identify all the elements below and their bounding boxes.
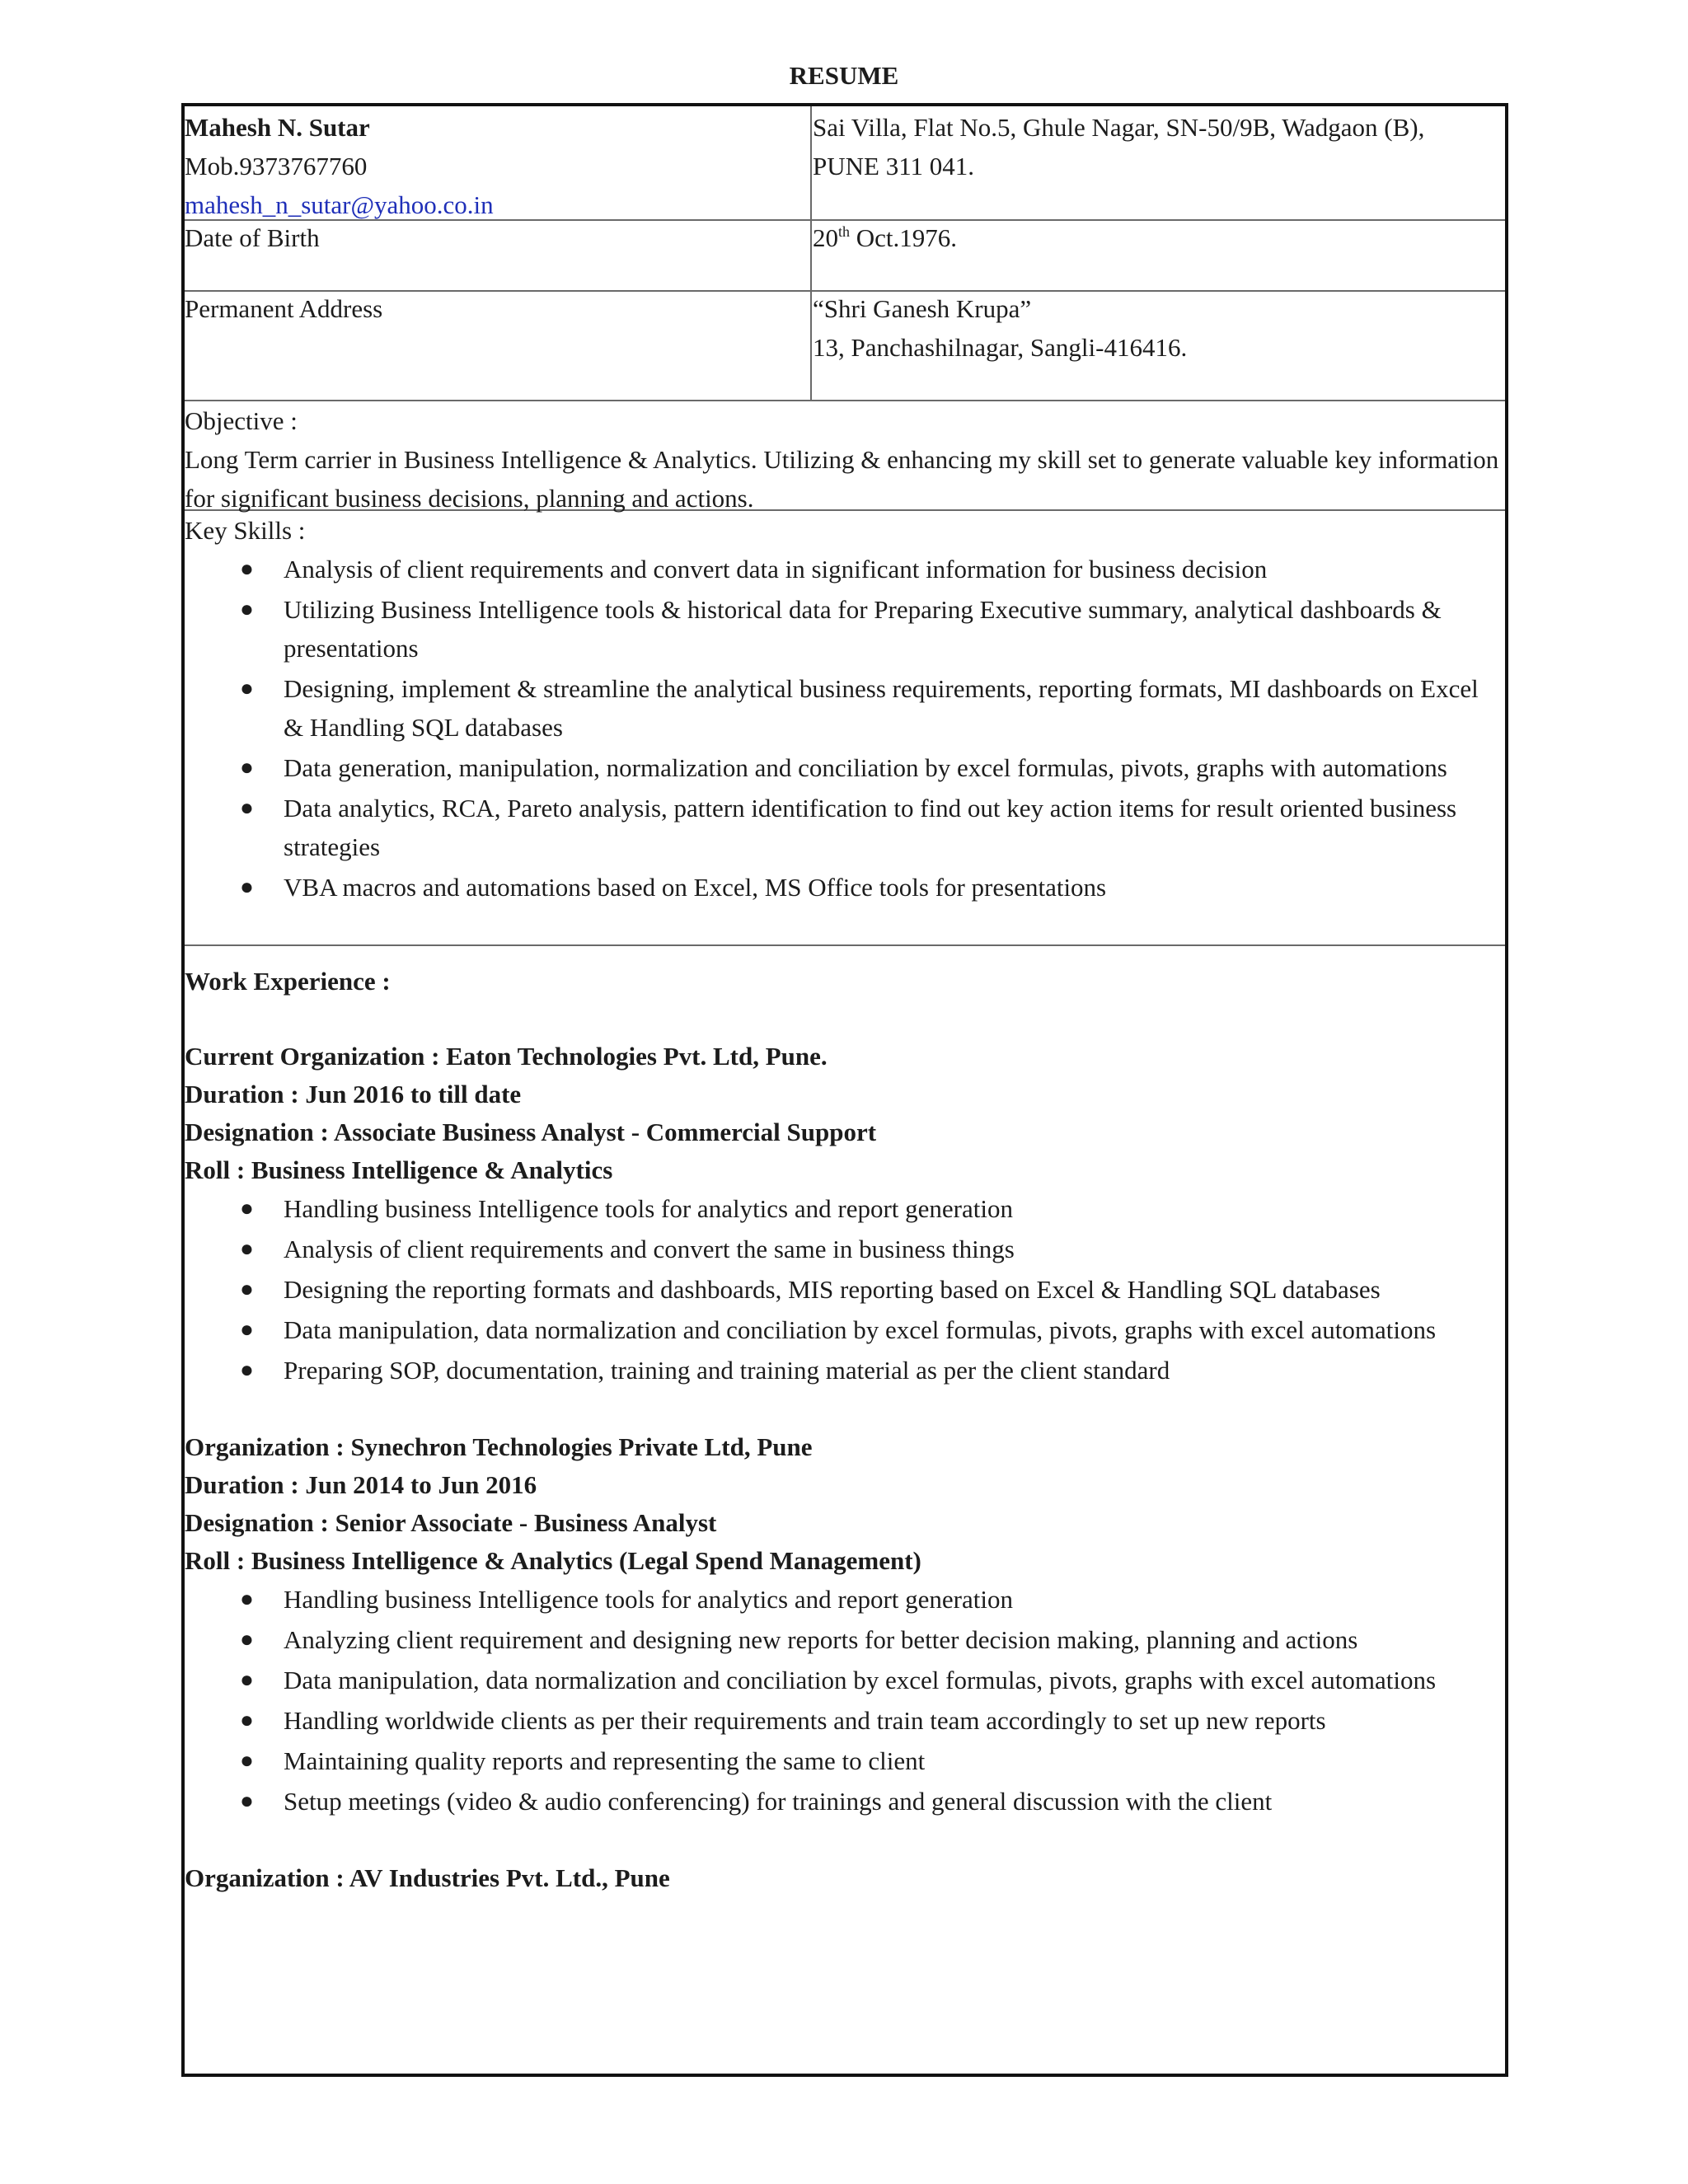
contact-left bbox=[185, 108, 807, 224]
bullet-icon: ● bbox=[240, 1236, 254, 1262]
job-roll: Roll : Business Intelligence & Analytics (Legal Spend Management) bbox=[185, 1546, 921, 1575]
permanent-address-label: Permanent Address bbox=[185, 294, 383, 323]
job-eaton bbox=[185, 1038, 1505, 1390]
permanent-address-line-1: “Shri Ganesh Krupa” bbox=[813, 294, 1032, 323]
list-item: ● Utilizing Business Intelligence tools & historical data for Preparing Executive summary, analytical dashboards & presentations bbox=[185, 590, 1503, 668]
job-synechron bbox=[185, 1428, 1505, 1821]
key-skills-label: Key Skills : bbox=[185, 516, 306, 545]
job-duration: Duration : Jun 2016 to till date bbox=[185, 1080, 522, 1108]
job-designation: Designation : Associate Business Analyst - Commercial Support bbox=[185, 1118, 877, 1146]
list-item: ● Data manipulation, data normalization and conciliation by excel formulas, pivots, graphs with excel automations bbox=[185, 1310, 1503, 1349]
key-skills-list bbox=[185, 550, 1505, 907]
bullet-icon: ● bbox=[240, 1627, 254, 1652]
bullet-icon: ● bbox=[240, 1317, 254, 1343]
bullet-icon: ● bbox=[240, 1788, 254, 1814]
dob-label: Date of Birth bbox=[185, 223, 320, 252]
page-title: RESUME bbox=[789, 61, 899, 90]
permanent-address-row bbox=[185, 292, 1505, 401]
contact-header bbox=[185, 106, 1505, 221]
address-line-2: PUNE 311 041. bbox=[813, 152, 975, 180]
list-item: ● VBA macros and automations based on Excel, MS Office tools for presentations bbox=[185, 868, 1503, 907]
dob-value: 20th Oct.1976. bbox=[813, 223, 958, 252]
job-roll: Roll : Business Intelligence & Analytics bbox=[185, 1155, 613, 1184]
job-duties-list bbox=[185, 1189, 1505, 1390]
bullet-icon: ● bbox=[240, 597, 254, 622]
list-item: ● Maintaining quality reports and representing the same to client bbox=[185, 1741, 1503, 1780]
work-experience-label: Work Experience : bbox=[185, 967, 391, 996]
mobile-number: Mob.9373767760 bbox=[185, 152, 368, 180]
job-duties-list bbox=[185, 1580, 1505, 1821]
dob-row bbox=[185, 221, 1505, 292]
email-link[interactable]: mahesh_n_sutar@yahoo.co.in bbox=[185, 190, 494, 219]
key-skills-section bbox=[185, 511, 1505, 946]
objective-section bbox=[185, 401, 1505, 511]
list-item: ● Handling business Intelligence tools for analytics and report generation bbox=[185, 1189, 1503, 1228]
bullet-icon: ● bbox=[240, 1667, 254, 1693]
list-item: ● Analysis of client requirements and convert the same in business things bbox=[185, 1230, 1503, 1268]
bullet-icon: ● bbox=[240, 874, 254, 900]
job-organization: Organization : Synechron Technologies Private Ltd, Pune bbox=[185, 1432, 813, 1461]
job-designation: Designation : Senior Associate - Business Analyst bbox=[185, 1508, 717, 1537]
list-item: ● Designing, implement & streamline the analytical business requirements, reporting formats, MI dashboards on Excel & Handling SQL databases bbox=[185, 669, 1503, 747]
address-line-1: Sai Villa, Flat No.5, Ghule Nagar, SN-50/9B, Wadgaon (B), bbox=[813, 113, 1425, 142]
list-item: ● Analyzing client requirement and designing new reports for better decision making, planning and actions bbox=[185, 1620, 1503, 1659]
list-item: ● Data generation, manipulation, normalization and conciliation by excel formulas, pivots, graphs with automations bbox=[185, 748, 1503, 787]
bullet-icon: ● bbox=[240, 795, 254, 821]
work-experience-section bbox=[185, 946, 1505, 1897]
job-organization: Organization : AV Industries Pvt. Ltd., Pune bbox=[185, 1863, 670, 1892]
job-duration: Duration : Jun 2014 to Jun 2016 bbox=[185, 1470, 537, 1499]
bullet-icon: ● bbox=[240, 1748, 254, 1774]
candidate-name: Mahesh N. Sutar bbox=[185, 113, 370, 142]
list-item: ● Handling worldwide clients as per their requirements and train team accordingly to set up new reports bbox=[185, 1701, 1503, 1740]
permanent-address-line-2: 13, Panchashilnagar, Sangli-416416. bbox=[813, 333, 1188, 362]
job-av-industries bbox=[185, 1859, 1505, 1897]
list-item: ● Data analytics, RCA, Pareto analysis, pattern identification to find out key action items for result oriented business strategies bbox=[185, 789, 1503, 866]
job-organization: Current Organization : Eaton Technologies Pvt. Ltd, Pune. bbox=[185, 1042, 828, 1071]
list-item: ● Analysis of client requirements and convert data in significant information for business decision bbox=[185, 550, 1503, 588]
bullet-icon: ● bbox=[240, 1277, 254, 1302]
list-item: ● Data manipulation, data normalization and conciliation by excel formulas, pivots, graphs with excel automations bbox=[185, 1661, 1503, 1699]
list-item: ● Handling business Intelligence tools for analytics and report generation bbox=[185, 1580, 1503, 1619]
objective-text: Long Term carrier in Business Intelligence & Analytics. Utilizing & enhancing my skill set to generate valuable key information for significant business decisions, planning and actions. bbox=[185, 445, 1499, 513]
bullet-icon: ● bbox=[240, 1708, 254, 1733]
bullet-icon: ● bbox=[240, 1357, 254, 1383]
bullet-icon: ● bbox=[240, 676, 254, 701]
bullet-icon: ● bbox=[240, 556, 254, 582]
list-item: ● Designing the reporting formats and dashboards, MIS reporting based on Excel & Handling SQL databases bbox=[185, 1270, 1503, 1309]
bullet-icon: ● bbox=[240, 755, 254, 780]
list-item: ● Preparing SOP, documentation, training and training material as per the client standard bbox=[185, 1351, 1503, 1390]
bullet-icon: ● bbox=[240, 1586, 254, 1612]
objective-label: Objective : bbox=[185, 406, 298, 435]
bullet-icon: ● bbox=[240, 1196, 254, 1221]
resume-frame bbox=[181, 103, 1508, 2077]
list-item: ● Setup meetings (video & audio conferencing) for trainings and general discussion with the client bbox=[185, 1782, 1503, 1821]
contact-right bbox=[813, 108, 1501, 185]
